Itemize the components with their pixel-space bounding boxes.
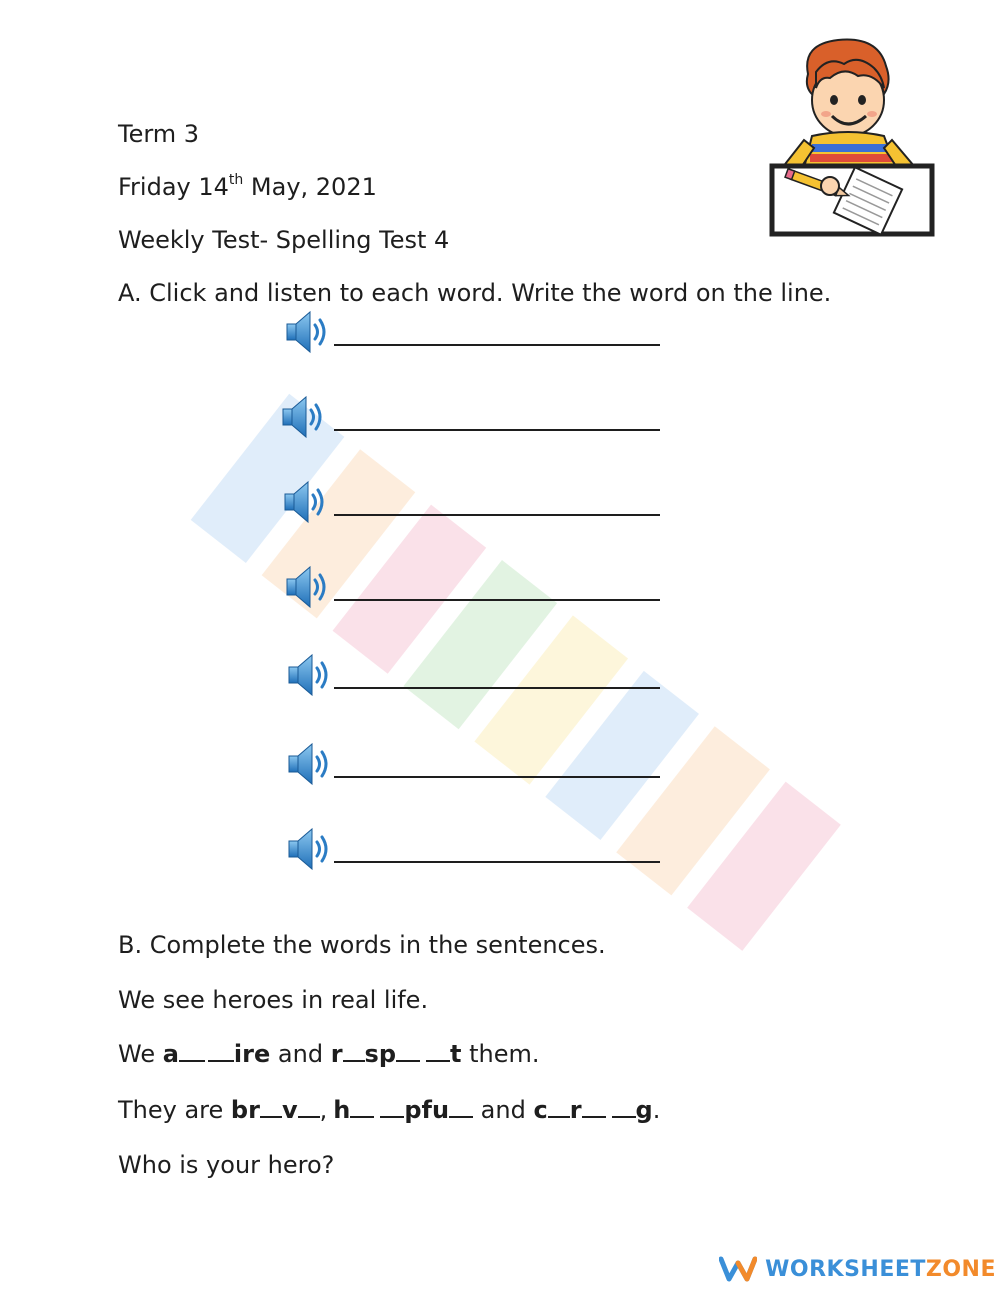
worksheetzone-logo: WORKSHEETZONE	[719, 1251, 996, 1287]
letter-blank[interactable]	[343, 1042, 365, 1062]
audio-item-2	[280, 393, 680, 453]
term-label: Term 3	[118, 120, 200, 148]
answer-line[interactable]	[334, 344, 660, 346]
answer-line[interactable]	[334, 861, 660, 863]
speaker-icon[interactable]	[286, 740, 336, 788]
letter-blank[interactable]	[208, 1042, 234, 1062]
answer-line[interactable]	[334, 687, 660, 689]
speaker-icon[interactable]	[286, 825, 336, 873]
answer-line[interactable]	[334, 429, 660, 431]
letter-blank[interactable]	[350, 1098, 374, 1118]
audio-item-1	[280, 308, 680, 368]
letter-blank[interactable]	[449, 1098, 473, 1118]
audio-item-7	[280, 825, 680, 885]
letter-blank[interactable]	[612, 1098, 636, 1118]
sentence-1: We see heroes in real life.	[118, 986, 429, 1014]
speaker-icon[interactable]	[284, 563, 334, 611]
speaker-icon[interactable]	[282, 478, 332, 526]
answer-line[interactable]	[334, 599, 660, 601]
letter-blank[interactable]	[298, 1098, 320, 1118]
audio-item-3	[280, 478, 680, 538]
answer-line[interactable]	[334, 776, 660, 778]
answer-line[interactable]	[334, 514, 660, 516]
letter-blank[interactable]	[396, 1042, 420, 1062]
speaker-icon[interactable]	[280, 393, 330, 441]
letter-blank[interactable]	[179, 1042, 205, 1062]
sentence-2: We a ire and r sp t them.	[118, 1040, 540, 1068]
letter-blank[interactable]	[548, 1098, 570, 1118]
audio-item-5	[280, 651, 680, 711]
sentence-3: They are br v , h pfu and c r g.	[118, 1096, 661, 1124]
w-logo-icon	[719, 1255, 757, 1283]
audio-item-4	[280, 563, 680, 623]
boy-writing-illustration	[768, 36, 936, 238]
letter-blank[interactable]	[260, 1098, 282, 1118]
hero-question: Who is your hero?	[118, 1151, 335, 1179]
section-b-instruction: B. Complete the words in the sentences.	[118, 931, 606, 959]
letter-blank[interactable]	[582, 1098, 606, 1118]
speaker-icon[interactable]	[286, 651, 336, 699]
audio-item-6	[280, 740, 680, 800]
letter-blank[interactable]	[380, 1098, 404, 1118]
section-a-instruction: A. Click and listen to each word. Write the word on the line.	[118, 279, 832, 307]
speaker-icon[interactable]	[284, 308, 334, 356]
letter-blank[interactable]	[426, 1042, 450, 1062]
test-date: Friday 14th May, 2021	[118, 172, 377, 201]
test-title: Weekly Test- Spelling Test 4	[118, 226, 450, 254]
